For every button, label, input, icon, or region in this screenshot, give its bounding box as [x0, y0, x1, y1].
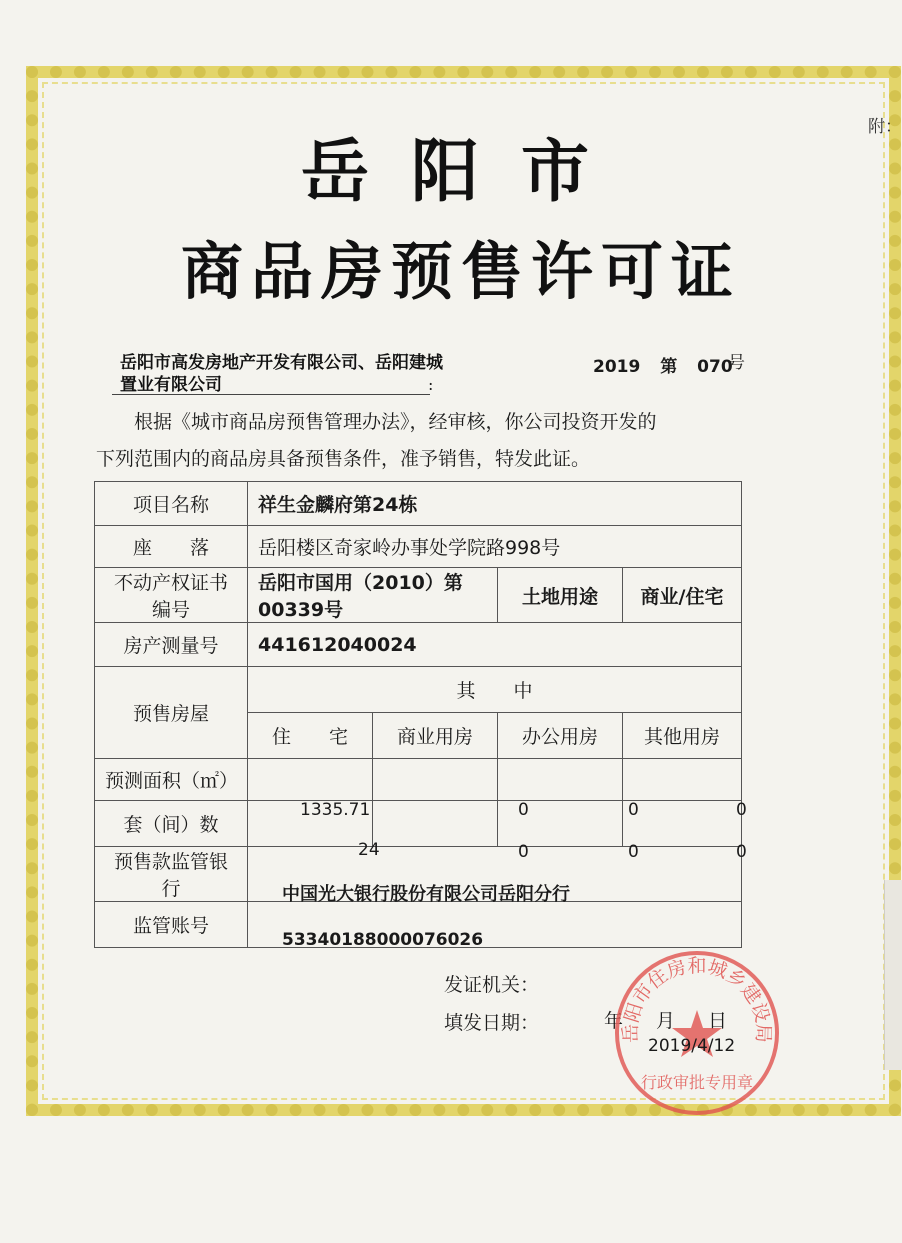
qizhong-header: 其 中: [248, 667, 742, 713]
col-other: 其他用房: [623, 713, 742, 759]
applicant-line2: 置业有限公司: [120, 375, 222, 395]
units-residential-value: 24: [358, 840, 380, 860]
col-residential: 住 宅: [248, 713, 373, 759]
units-commercial-value: 0: [518, 842, 529, 862]
body-para1: 根据《城市商品房预售管理办法》，经审核，你公司投资开发的: [134, 411, 657, 433]
land-use-label: 土地用途: [498, 568, 623, 623]
location-label: 座 落: [95, 526, 248, 568]
applicant-name: [120, 352, 443, 396]
applicant-line1: 岳阳市高发房地产开发有限公司、岳阳建城: [120, 353, 443, 373]
permit-year: 2019: [593, 357, 641, 377]
cert-label: 不动产权证书编号: [95, 568, 248, 623]
page-edge-tab: [884, 880, 902, 1070]
title-city: 岳阳市: [300, 133, 631, 212]
body-text: [96, 404, 756, 478]
permit-num: 070: [697, 357, 733, 377]
issuer-label: 发证机关：: [444, 974, 540, 996]
body-para2: 下列范围内的商品房具备预售条件，准予销售，特发此证。: [96, 448, 591, 470]
bank-label: 预售款监管银行: [95, 847, 248, 902]
area-label: 预测面积（㎡）: [95, 759, 248, 801]
bank-value: 中国光大银行股份有限公司岳阳分行: [282, 884, 570, 905]
land-use-value: 商业/住宅: [623, 568, 742, 623]
month-char: 月: [656, 1010, 676, 1032]
col-office: 办公用房: [498, 713, 623, 759]
permit-di: 第: [660, 357, 678, 377]
applicant-underline: [112, 394, 430, 395]
presale-label: 预售房屋: [95, 667, 248, 759]
cert-value: 岳阳市国用（2010）第00339号: [248, 568, 498, 623]
survey-label: 房产测量号: [95, 623, 248, 667]
permit-number: [593, 352, 733, 377]
day-char: 日: [708, 1010, 728, 1032]
area-residential-value: 1335.71: [300, 800, 371, 820]
account-label: 监管账号: [95, 902, 248, 948]
project-name-value: 祥生金麟府第24栋: [248, 482, 742, 526]
year-char: 年: [604, 1010, 624, 1032]
official-seal: [612, 948, 782, 1118]
col-commercial: 商业用房: [373, 713, 498, 759]
permit-hao: 号: [728, 353, 745, 373]
units-other-value: 0: [736, 842, 747, 862]
units-label: 套（间）数: [95, 801, 248, 847]
location-value: 岳阳楼区奇家岭办事处学院路998号: [248, 526, 742, 568]
date-label: 填发日期：: [444, 1012, 540, 1034]
permit-table: [94, 481, 742, 948]
survey-value: 441612040024: [248, 623, 742, 667]
project-name-label: 项目名称: [95, 482, 248, 526]
units-office-value: 0: [628, 842, 639, 862]
applicant-colon: :: [428, 375, 434, 394]
side-note: 附：: [868, 117, 902, 137]
seal-text: 岳阳市住房和城乡建设局: [619, 955, 775, 1044]
area-office-value: 0: [628, 800, 639, 820]
title-certificate: 商品房预售许可证: [180, 235, 741, 308]
seal-subtext: 行政审批专用章: [640, 1073, 754, 1092]
issue-date: 2019/4/12: [648, 1036, 736, 1056]
area-other-value: 0: [736, 800, 747, 820]
area-commercial-value: 0: [518, 800, 529, 820]
account-value: 53340188000076026: [282, 930, 484, 950]
